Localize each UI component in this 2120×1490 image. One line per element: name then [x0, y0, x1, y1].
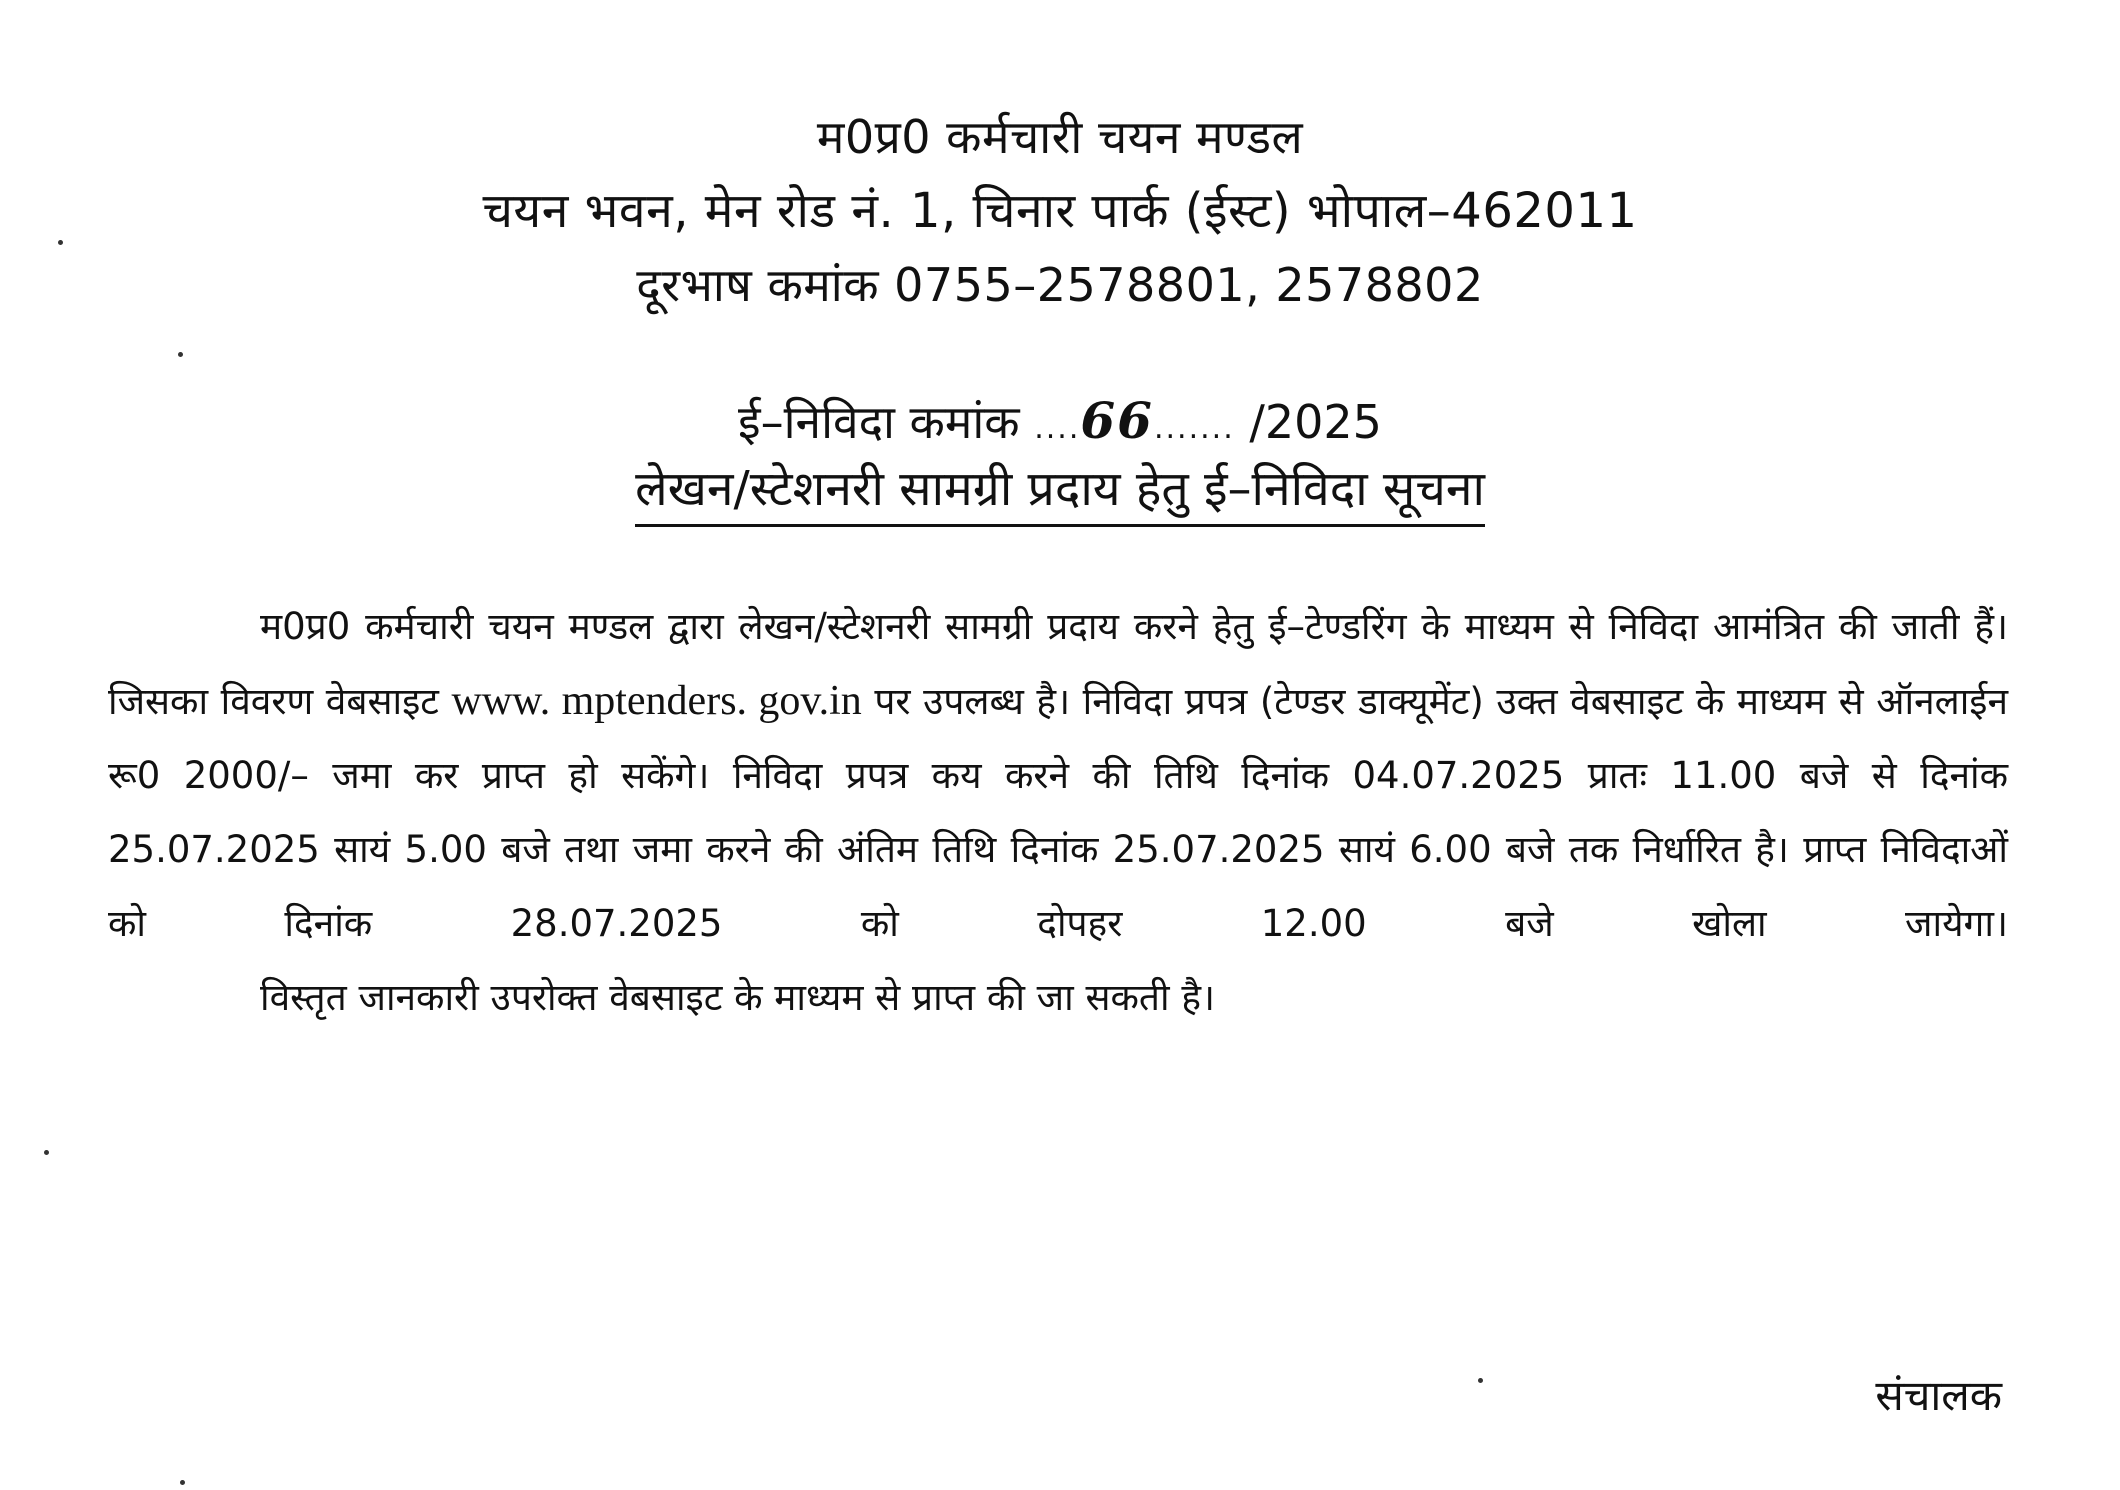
- tender-number-dots-before: ....: [1034, 411, 1081, 446]
- scan-speck: [1478, 1378, 1483, 1383]
- scan-speck: [178, 352, 183, 357]
- body-text-part1: म0प्र0 कर्मचारी चयन मण्डल द्वारा लेखन/स्टेशनरी सामग्री प्रदाय करने हेतु ई–टेण्डरिंग के माध्यम से निविदा आमंत्रित की जाती हैं। जिसका विवरण वेबसाइट: [108, 605, 2008, 723]
- scan-speck: [58, 240, 63, 245]
- body-text-part2: पर उपलब्ध है। निविदा प्रपत्र (टेण्डर डाक्यूमेंट) उक्त वेबसाइट के माध्यम से ऑनलाईन रू0 2000/– जमा कर प्राप्त हो सकेंगे। निविदा प्रपत्र कय करने की तिथि दिनांक 04.07.2025 प्रातः 11.00 बजे से दिनांक 25.07.2025 सायं 5.00 बजे तथा जमा करने की अंतिम तिथि दिनांक 25.07.2025 सायं 6.00 बजे तक निर्धारित है। प्राप्त निविदाओं को दिनांक 28.07.2025 को दोपहर 12.00 बजे खोला जायेगा।: [108, 680, 2008, 945]
- organization-name: म0प्र0 कर्मचारी चयन मण्डल: [816, 110, 1304, 164]
- notice-body-paragraph: [108, 590, 2008, 1035]
- signatory-designation: संचालक: [1875, 1371, 2002, 1420]
- tender-number-year: /2025: [1249, 395, 1382, 449]
- scan-speck: [180, 1480, 185, 1485]
- scan-speck: [44, 1150, 49, 1155]
- organization-phone: दूरभाष कमांक 0755–2578801, 2578802: [636, 258, 1484, 312]
- tender-website-link[interactable]: www. mptenders. gov.in: [451, 678, 862, 724]
- notice-subject: [0, 458, 2120, 527]
- tender-number-dots-after: .......: [1153, 411, 1235, 446]
- body-text-last-line: विस्तृत जानकारी उपरोक्त वेबसाइट के माध्यम से प्राप्त की जा सकती है।: [260, 976, 1215, 1019]
- notice-subject-text: लेखन/स्टेशनरी सामग्री प्रदाय हेतु ई–निविदा सूचना: [635, 458, 1485, 527]
- organization-address: चयन भवन, मेन रोड नं. 1, चिनार पार्क (ईस्ट) भोपाल–462011: [482, 183, 1638, 239]
- tender-number-handwritten: 66: [1080, 391, 1154, 450]
- tender-number-line: [0, 392, 2120, 458]
- tender-number-prefix: ई–निविदा कमांक: [738, 395, 1020, 449]
